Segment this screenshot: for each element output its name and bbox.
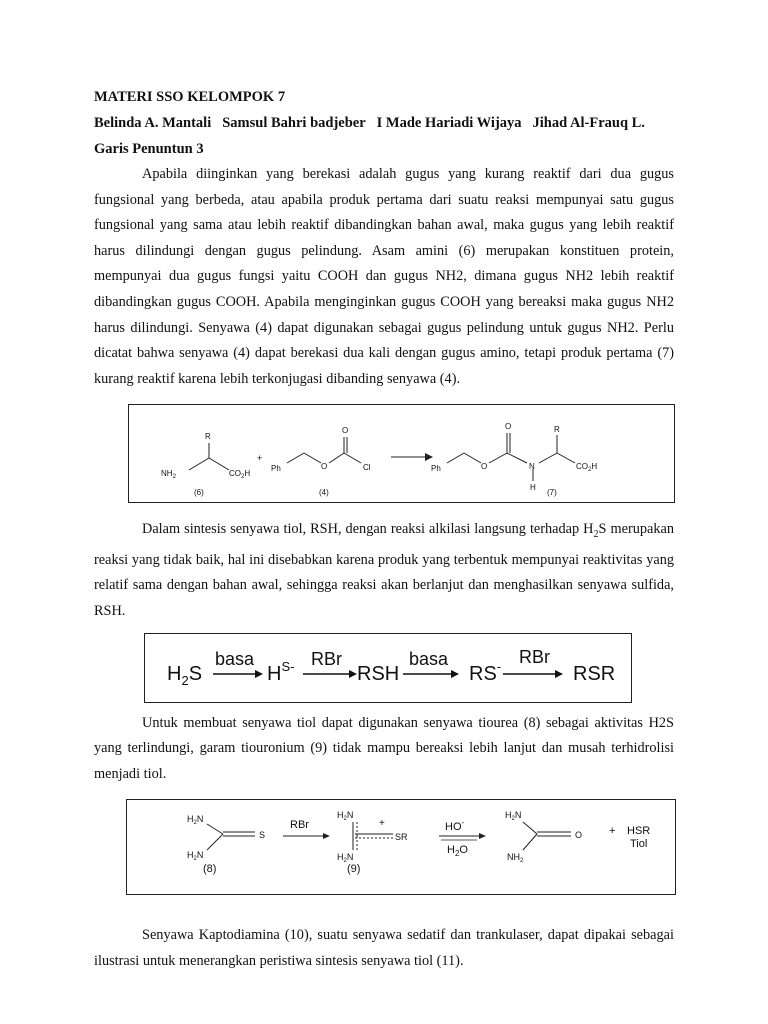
reaction-figure-thiourea [126, 799, 676, 895]
h2n-label: $H_2N$ [187, 814, 204, 827]
paragraph-kaptodiamina: Senyawa Kaptodiamina (10), suatu senyawa sedatif dan trankulaser, dapat dipakai sebagai ilustrasi untuk menerangkan peristiwa sintesis senyawa tiol (11). [94, 927, 674, 969]
paragraph-thiol-synthesis: Dalam sintesis senyawa tiol, RSH, dengan reaksi alkilasi langsung terhadap $H_2S$ merupakan reaksi yang tidak baik, hal ini disebabkan karena produk yang terbentuk mempunyai reaktivitas yang relatif sama dengan bahan awal, sehingga reaksi akan berlanjut dan menghasilkan senyawa sulfida, RSH. [94, 521, 674, 619]
rbr-reagent-label: RBr [311, 648, 342, 669]
nh2-label: $NH_2$ [161, 469, 176, 481]
nh2-label: $NH_2$ [507, 852, 524, 865]
plus-sign: + [609, 825, 616, 838]
paragraph-thiourea: Untuk membuat senyawa tiol dapat digunakan senyawa tiourea (8) sebagai aktivitas H2S yang terlindungi, garam tiouronium (9) tidak mampu bereaksi lebih lanjut dan musah terhidrolisi menjadi tiol. [94, 714, 674, 782]
co2h-label: $CO_2H$ [576, 462, 598, 474]
author-name: Jihad Al-Frauq L. [532, 115, 645, 131]
oxygen-label: O [575, 830, 583, 841]
author-name: Samsul Bahri badjeber [222, 115, 366, 131]
compound-8-label: (8) [203, 863, 217, 876]
ph-label: Ph [431, 464, 441, 474]
rsr-formula: RSR [573, 662, 616, 685]
rsh-formula: RSH [357, 662, 400, 685]
sulfur-label: S [259, 830, 266, 841]
h2n-label: $H_2N$ [187, 850, 204, 863]
ester-oxygen-label: O [321, 462, 328, 472]
rbr-reagent-label: RBr [519, 646, 550, 667]
sr-label: SR [395, 832, 408, 843]
chlorine-label: Cl [363, 463, 371, 473]
reaction-scheme-2 [145, 634, 630, 701]
compound-4-label: (4) [319, 488, 329, 498]
r-group-label: R [554, 425, 560, 435]
author-name: I Made Hariadi Wijaya [376, 115, 522, 131]
nitrogen-label: N [529, 462, 535, 472]
ph-label: Ph [271, 464, 281, 474]
plus-sign: + [257, 453, 263, 464]
hsr-label: HSR [627, 825, 651, 838]
co2h-label: $CO_2H$ [229, 469, 251, 481]
h2s-formula: $H_2S$ [167, 662, 203, 688]
h2n-label: $H_2N$ [337, 852, 354, 865]
compound-9-label: (9) [347, 863, 361, 876]
h2n-label: $H_2N$ [337, 810, 354, 823]
document-title: MATERI SSO KELOMPOK 7 [94, 89, 286, 105]
ester-oxygen-label: O [481, 462, 488, 472]
reaction-figure-amino-protection [128, 404, 675, 503]
reaction-scheme-1 [129, 405, 673, 501]
positive-charge-label: + [379, 818, 385, 830]
supervisor-line: Garis Penuntun 3 [94, 141, 204, 157]
carbonyl-oxygen-label: O [505, 422, 512, 432]
hs-anion-formula: $H^{S-}$ [267, 658, 295, 685]
compound-6-label: (6) [194, 488, 204, 498]
basa-reagent-label: basa [215, 648, 255, 669]
water-label: $H_2O$ [447, 844, 468, 859]
rbr-reagent-label: RBr [290, 819, 309, 832]
tiol-label: Tiol [630, 838, 648, 851]
hydrogen-label: H [530, 483, 536, 493]
document-page [94, 84, 674, 975]
author-name: Belinda A. Mantali [94, 115, 212, 131]
compound-7-label: (7) [547, 488, 557, 498]
rs-anion-formula: RS- [469, 658, 502, 685]
reaction-figure-h2s-alkylation [144, 633, 632, 703]
h2n-label: $H_2N$ [505, 810, 522, 823]
author-list [94, 110, 674, 136]
reaction-scheme-3 [127, 800, 674, 893]
hydroxide-label: HO- [445, 818, 465, 834]
r-group-label: R [205, 432, 211, 442]
paragraph-protecting-group: Apabila diinginkan yang berekasi adalah gugus yang kurang reaktif dari dua gugus fungsional yang berbeda, atau apabila produk pertama dari suatu reaksi mempunyai satu gugus fungsional yang sama atau lebih reaktif dibandingkan bahan awal, maka gugus yang lebih reaktif harus dilindungi dengan gugus pelindung. Asam amini (6) merupakan konstituen protein, mempunyai dua gugus fungsi yaitu COOH dan gugus NH2, dimana gugus NH2 lebih reaktif dibandingkan gugus COOH. Apabila menginginkan gugus COOH yang bereaksi maka gugus NH2 harus dilindungi. Senyawa (4) dapat digunakan sebagai gugus pelindung untuk gugus NH2. Perlu dicatat bahwa senyawa (4) dapat berekasi dua kali dengan gugus amino, tetapi produk pertama (7) kurang reaktif karena lebih terkonjugasi dibanding senyawa (4). [94, 166, 674, 387]
carbonyl-oxygen-label: O [342, 426, 349, 436]
basa-reagent-label: basa [409, 648, 449, 669]
